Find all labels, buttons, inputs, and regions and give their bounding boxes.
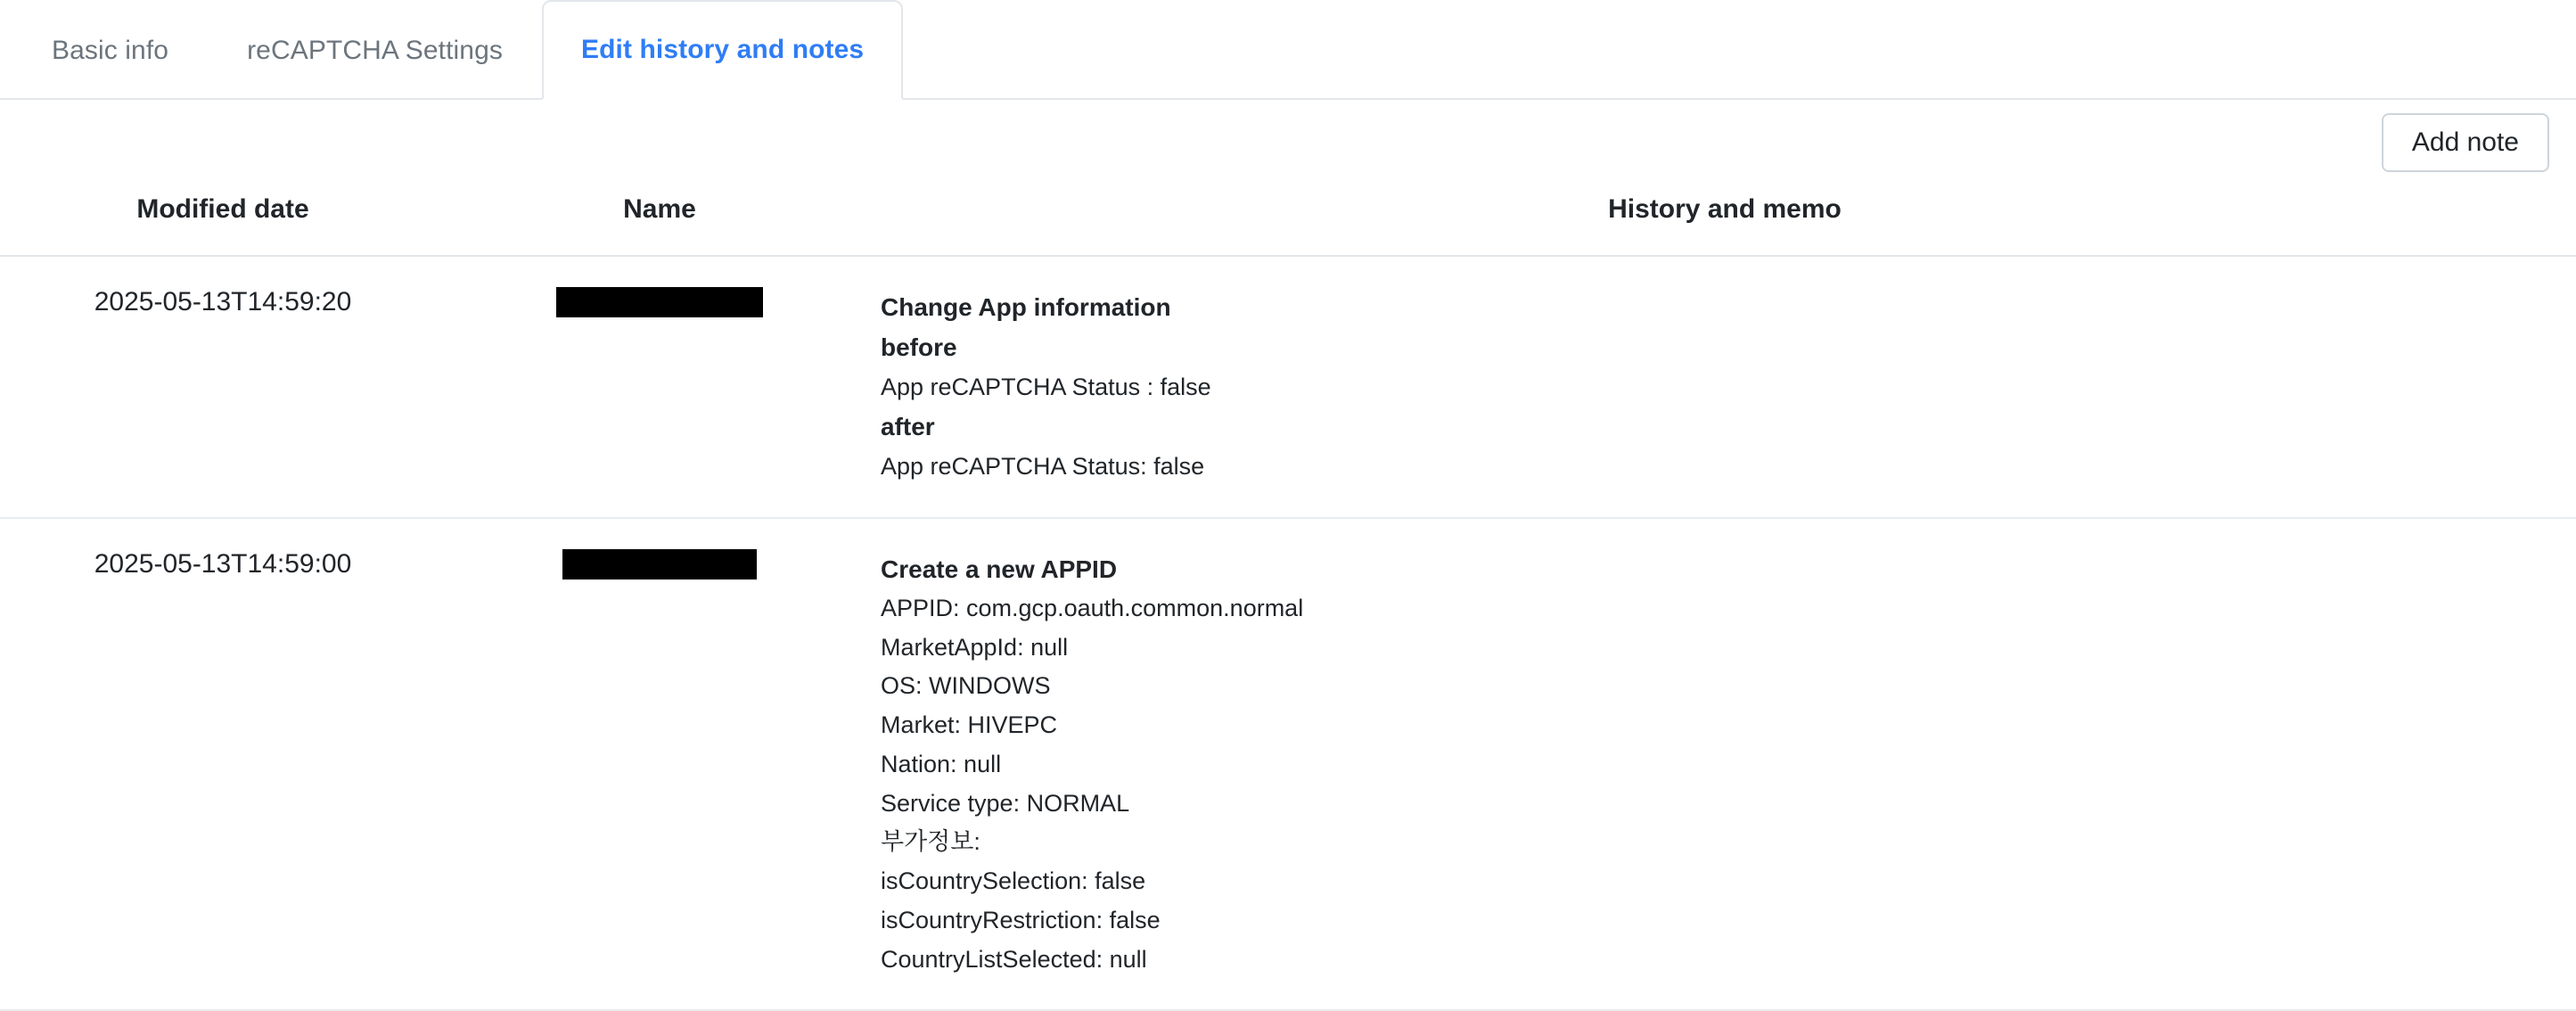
edit-history-table xyxy=(0,185,2576,1011)
tab-recaptcha-settings[interactable] xyxy=(208,0,542,100)
memo-line: isCountrySelection: false xyxy=(881,867,1146,895)
column-header-modified-date: Modified date xyxy=(0,185,446,256)
memo-line: after xyxy=(881,413,935,441)
memo-line: Create a new APPID xyxy=(881,555,1118,583)
memo-line: Nation: null xyxy=(881,750,1002,777)
memo-line: MarketAppId: null xyxy=(881,633,1069,661)
cell-history-and-memo xyxy=(874,518,2576,1011)
memo-line: Market: HIVEPC xyxy=(881,711,1058,739)
redacted-name-bar xyxy=(556,287,763,317)
memo-line: before xyxy=(881,333,957,362)
memo-line: APPID: com.gcp.oauth.common.normal xyxy=(881,594,1304,621)
memo-line: Service type: NORMAL xyxy=(881,789,1130,817)
cell-modified-date: 2025-05-13T14:59:20 xyxy=(0,256,446,518)
tab-edit-history-and-notes-label: Edit history and notes xyxy=(580,35,865,64)
cell-modified-date: 2025-05-13T14:59:00 xyxy=(0,518,446,1011)
table-row xyxy=(0,256,2576,518)
memo-line: 부가정보: xyxy=(881,828,980,856)
cell-history-and-memo xyxy=(874,256,2576,518)
toolbar xyxy=(0,100,2576,185)
memo-line: App reCAPTCHA Status : false xyxy=(881,373,1211,400)
tab-recaptcha-settings-label: reCAPTCHA Settings xyxy=(247,36,503,65)
table-header xyxy=(0,185,2576,256)
column-header-history-and-memo: History and memo xyxy=(874,185,2576,256)
memo-line: OS: WINDOWS xyxy=(881,672,1051,700)
cell-name xyxy=(446,256,874,518)
tab-basic-info[interactable] xyxy=(12,0,208,100)
tab-basic-info-label: Basic info xyxy=(52,36,169,65)
tab-bar xyxy=(0,0,2576,100)
memo-line: Change App information xyxy=(881,293,1171,321)
table-row xyxy=(0,518,2576,1011)
cell-name xyxy=(446,518,874,1011)
memo-line: isCountryRestriction: false xyxy=(881,906,1161,933)
redacted-name-bar xyxy=(562,549,757,579)
memo-line: CountryListSelected: null xyxy=(881,945,1147,973)
table-header-row xyxy=(0,185,2576,256)
tab-edit-history-and-notes[interactable] xyxy=(542,0,903,100)
column-header-name: Name xyxy=(446,185,874,256)
memo-line: App reCAPTCHA Status: false xyxy=(881,452,1205,480)
add-note-button[interactable]: Add note xyxy=(2382,113,2549,172)
table-body xyxy=(0,256,2576,1010)
